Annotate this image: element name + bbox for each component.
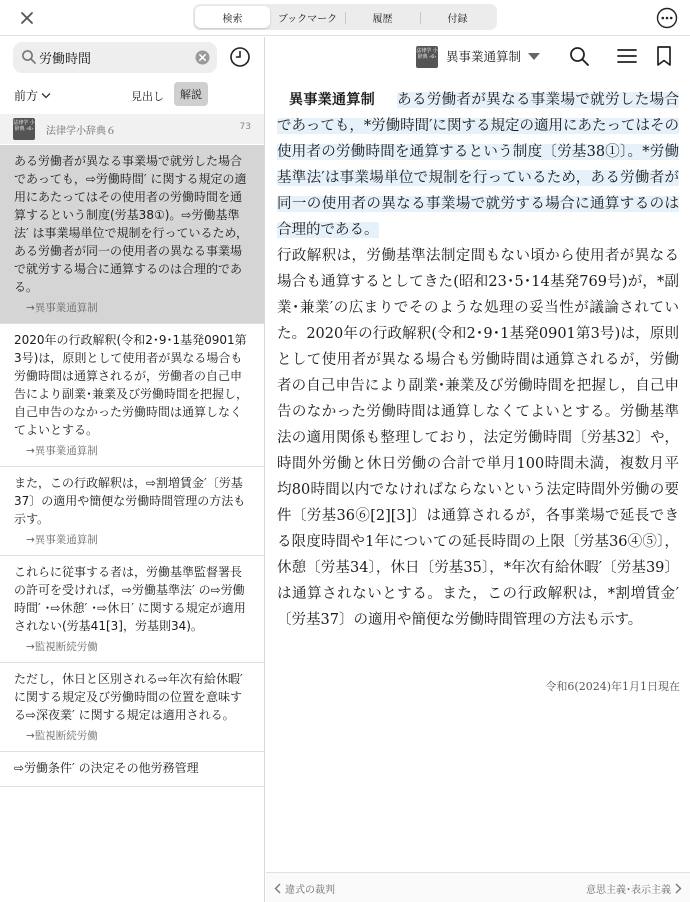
result-item[interactable]: [0, 324, 265, 467]
result-text: これらに従事する者は，労働基準監督署長の許可を受ければ，⇨労働基準法′ の⇨労働時間′ ･⇨休憩′ ･⇨休日′ に関する規定が適用されない(労基41[3]，労基則34)。: [14, 565, 246, 633]
top-bar: [0, 0, 690, 36]
filter-explanation-button[interactable]: 解説: [174, 82, 208, 106]
tab-bar: [193, 4, 497, 30]
article-title-dropdown[interactable]: 異事業通算制: [446, 49, 522, 64]
more-button[interactable]: [654, 5, 680, 31]
result-item[interactable]: [0, 556, 265, 663]
article-header: [266, 37, 690, 77]
result-text: ただし，休日と区別される⇨年次有給休暇′ に関する規定及び労働時間の位置を意味する⇨深夜業′ に関する規定は適用される。: [14, 672, 243, 722]
history-clock-icon[interactable]: [229, 46, 251, 68]
caret-down-icon[interactable]: [528, 53, 540, 61]
menu-icon[interactable]: [617, 48, 637, 64]
article-footer: [266, 872, 690, 902]
close-button[interactable]: [12, 4, 42, 32]
result-text: また，この行政解釈は，⇨割増賃金′〔労基37〕の適用や簡便な労働時間管理の方法も示す。: [14, 476, 246, 526]
tab-appendix[interactable]: 付録: [420, 6, 495, 28]
search-icon[interactable]: [569, 46, 590, 67]
direction-dropdown[interactable]: [14, 87, 51, 104]
result-ref: →異事業通算制: [26, 302, 98, 314]
prev-entry-label: 違式の裁判: [285, 885, 335, 896]
dictionary-book-icon: 法律学 小辞典 ‹6›: [13, 118, 35, 140]
result-text: 2020年の行政解釈(令和2･9･1基発0901第3号)は，原則として使用者が異なる場合も労働時間は通算されるが，労働者の自己申告により副業･兼業及び労働時間を把握し，自己申告のなかった労働時間は通算しなくてよいとする。: [14, 333, 249, 437]
search-input[interactable]: [39, 42, 189, 73]
source-name: 法律学小辞典６: [46, 126, 116, 137]
chevron-down-icon: [41, 92, 51, 99]
tab-history[interactable]: 履歴: [345, 6, 420, 28]
result-item[interactable]: [0, 467, 265, 556]
direction-label: 前方: [14, 89, 39, 103]
highlighted-passage: ある労働者が異なる事業場で就労した場合であっても，*労働時間′に関する規定の適用にあたってはその使用者の労働時間を通算するという制度〔労基38①〕。*労働基準法′は事業場単位で規制を行っているため，ある労働者が同一の使用者の異なる事業場で就労する場合に通算するのは合理的である。: [277, 92, 679, 238]
tab-bookmark[interactable]: ブックマーク: [277, 13, 338, 25]
search-pane: [0, 37, 265, 902]
close-icon: [20, 11, 34, 25]
edition-date: 令和6(2024)年1月1日現在: [545, 680, 680, 693]
result-item[interactable]: [0, 663, 265, 752]
next-entry-link[interactable]: [586, 881, 682, 896]
clear-icon[interactable]: [195, 50, 210, 65]
prev-entry-link[interactable]: [274, 881, 335, 896]
result-text: ⇨労働条件′ の決定その他労務管理: [14, 761, 199, 775]
article-paragraph: 行政解釈は，労働基準法制定間もない頃から使用者が異なる場合も通算するとしてきた(昭和23･5･14基発769号)が，*副業･兼業′の広まりでそのような処理の妥当性が議論されていた。2020年の行政解釈(令和2･9･1基発0901第3号)は，原則として使用者が異なる場合も労働時間は通算されるが，労働者の自己申告により副業･兼業及び労働時間を把握し，自己申告のなかった労働時間は通算しなくてよいとする。労働基準法の適用関係も整理しており，法定労働時間〔労基32〕や，時間外労働と休日労働の合計で単月100時間未満，複数月平均80時間以内でなければならないという法定時間外労働の要件〔労基36⑥[2][3]〕は通算されるが，各事業場で延長できる限度時間や1年についての延長時間の上限〔労基36④⑤〕，休憩〔労基34〕，休日〔労基35〕，*年次有給休暇′〔労基39〕は通算されないとする。また，この行政解釈は，*割増賃金′〔労基37〕の適用や簡便な労働時間管理の方法も示す。: [277, 248, 679, 628]
search-box: [13, 42, 217, 73]
filter-row: [0, 81, 265, 111]
result-count: 73: [239, 122, 251, 132]
result-item[interactable]: [0, 145, 265, 324]
result-ref: →異事業通算制: [26, 445, 98, 457]
result-list: [0, 145, 265, 787]
result-ref: →監視断続労働: [26, 730, 98, 742]
dictionary-book-icon: 法律学 小辞典 ‹6›: [416, 46, 438, 68]
source-header[interactable]: [0, 114, 265, 144]
filter-headword-button[interactable]: 見出し: [131, 90, 164, 103]
chevron-right-icon: [675, 883, 682, 894]
search-icon: [21, 49, 37, 65]
article-headword: 異事業通算制: [289, 92, 376, 108]
bookmark-icon[interactable]: [656, 46, 672, 66]
next-entry-label: 意思主義･表示主義: [586, 885, 671, 896]
more-icon: [656, 7, 678, 29]
article-body: [277, 87, 679, 633]
article-pane: [266, 37, 690, 902]
result-item[interactable]: [0, 752, 265, 787]
result-ref: →監視断続労働: [26, 641, 98, 653]
chevron-left-icon: [274, 883, 281, 894]
tab-search[interactable]: 検索: [195, 6, 270, 28]
result-ref: →異事業通算制: [26, 534, 98, 546]
result-text: ある労働者が異なる事業場で就労した場合であっても，⇨労働時間′ に関する規定の適用にあたってはその使用者の労働時間を通算するという制度(労基38①)。⇨労働基準法′ は事業場単位で規制を行っているため，ある労働者が同一の使用者の異なる事業場で就労する場合に通算するのは合理的である。: [14, 154, 249, 294]
